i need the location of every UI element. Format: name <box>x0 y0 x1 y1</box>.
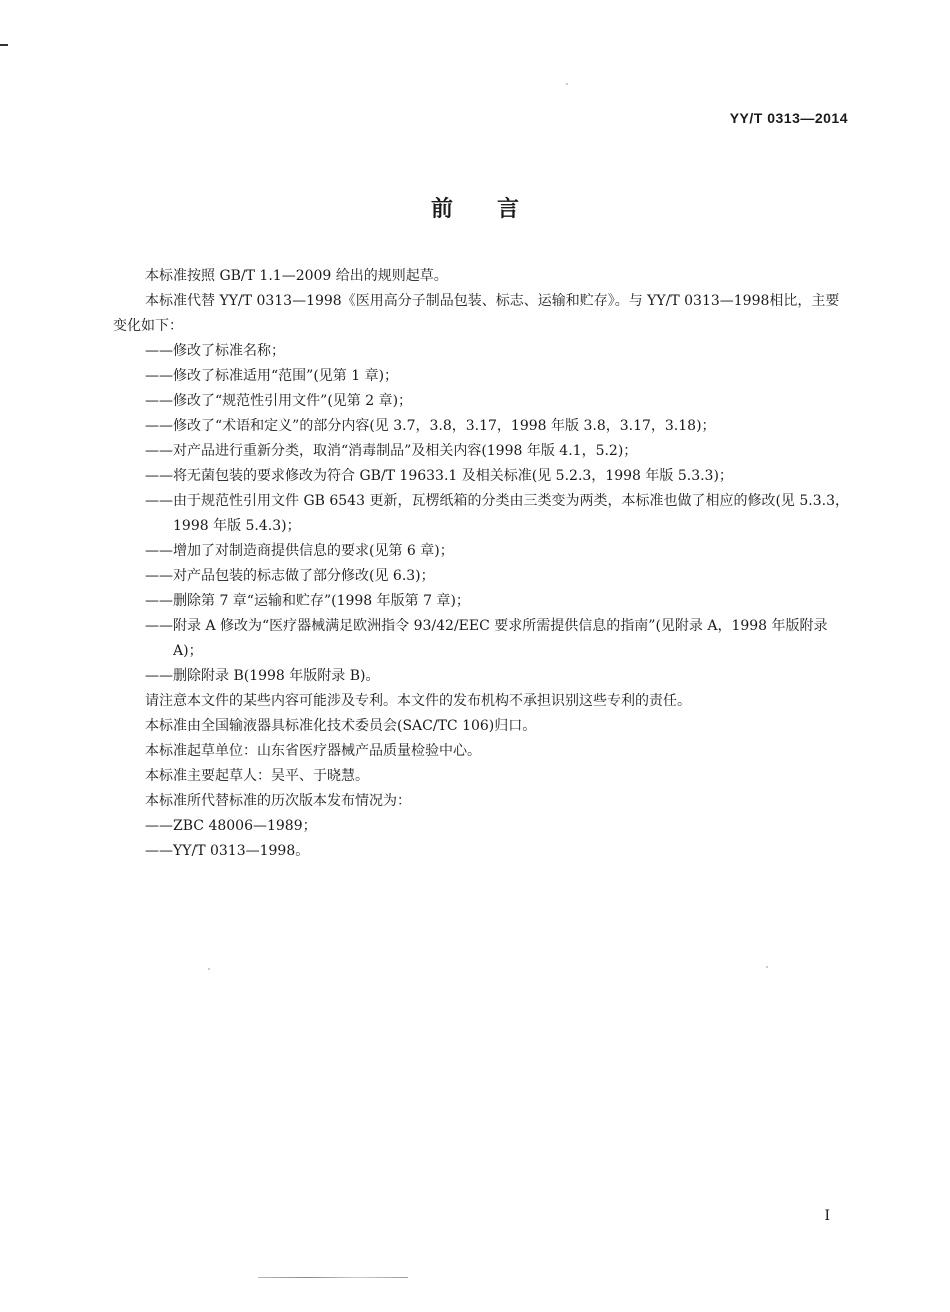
paragraph-drafters: 本标准主要起草人：吴平、于晓慧。 <box>145 768 369 784</box>
history-item: ——ZBC 48006—1989； <box>145 818 317 834</box>
paragraph-patent-notice: 请注意本文件的某些内容可能涉及专利。本文件的发布机构不承担识别这些专利的责任。 <box>145 693 691 709</box>
document-body <box>113 264 853 864</box>
change-item: ——修改了“术语和定义”的部分内容(见 3.7，3.8，3.17，1998 年版 3.8，3.17，3.18)； <box>145 418 716 434</box>
change-item: ——修改了标准名称； <box>145 343 285 359</box>
change-item: ——删除附录 B(1998 年版附录 B)。 <box>145 668 380 684</box>
page-title: 前言 <box>430 197 563 222</box>
page-number: I <box>824 1208 830 1224</box>
standard-code: YY/T 0313—2014 <box>729 110 848 126</box>
change-item: ——增加了对制造商提供信息的要求(见第 6 章)； <box>145 543 454 559</box>
change-item: ——将无菌包装的要求修改为符合 GB/T 19633.1 及相关标准(见 5.2.3，1998 年版 5.3.3)； <box>145 468 733 484</box>
scan-bottom-smudge <box>258 1277 408 1278</box>
change-item: ——删除第 7 章“运输和贮存”(1998 年版第 7 章)； <box>145 593 470 609</box>
change-item: ——对产品包装的标志做了部分修改(见 6.3)； <box>145 568 435 584</box>
history-item: ——YY/T 0313—1998。 <box>145 843 310 859</box>
paragraph-replacement: 本标准代替 YY/T 0313—1998《医用高分子制品包装、标志、运输和贮存》。与 YY/T 0313—1998相比，主要变化如下： <box>113 293 840 334</box>
change-item: ——由于规范性引用文件 GB 6543 更新，瓦楞纸箱的分类由三类变为两类，本标准也做了相应的修改(见 5.3.3，1998 年版 5.4.3)； <box>145 493 849 534</box>
scan-speck <box>208 968 210 970</box>
paragraph-history-intro: 本标准所代替标准的历次版本发布情况为： <box>145 793 411 809</box>
change-item: ——修改了标准适用“范围”(见第 1 章)； <box>145 368 399 384</box>
change-item: ——对产品进行重新分类，取消“消毒制品”及相关内容(1998 年版 4.1，5.2)； <box>145 443 638 459</box>
scan-speck <box>766 966 768 968</box>
change-item: ——附录 A 修改为“医疗器械满足欧洲指令 93/42/EEC 要求所需提供信息的指南”(见附录 A，1998 年版附录 A)； <box>145 618 828 659</box>
scan-speck <box>566 83 568 85</box>
paragraph-drafting-rules: 本标准按照 GB/T 1.1—2009 给出的规则起草。 <box>145 268 448 284</box>
paragraph-drafting-unit: 本标准起草单位：山东省医疗器械产品质量检验中心。 <box>145 743 481 759</box>
scan-corner-mark <box>0 44 8 46</box>
paragraph-committee: 本标准由全国输液器具标准化技术委员会(SAC/TC 106)归口。 <box>145 718 537 734</box>
change-item: ——修改了“规范性引用文件”(见第 2 章)； <box>145 393 413 409</box>
